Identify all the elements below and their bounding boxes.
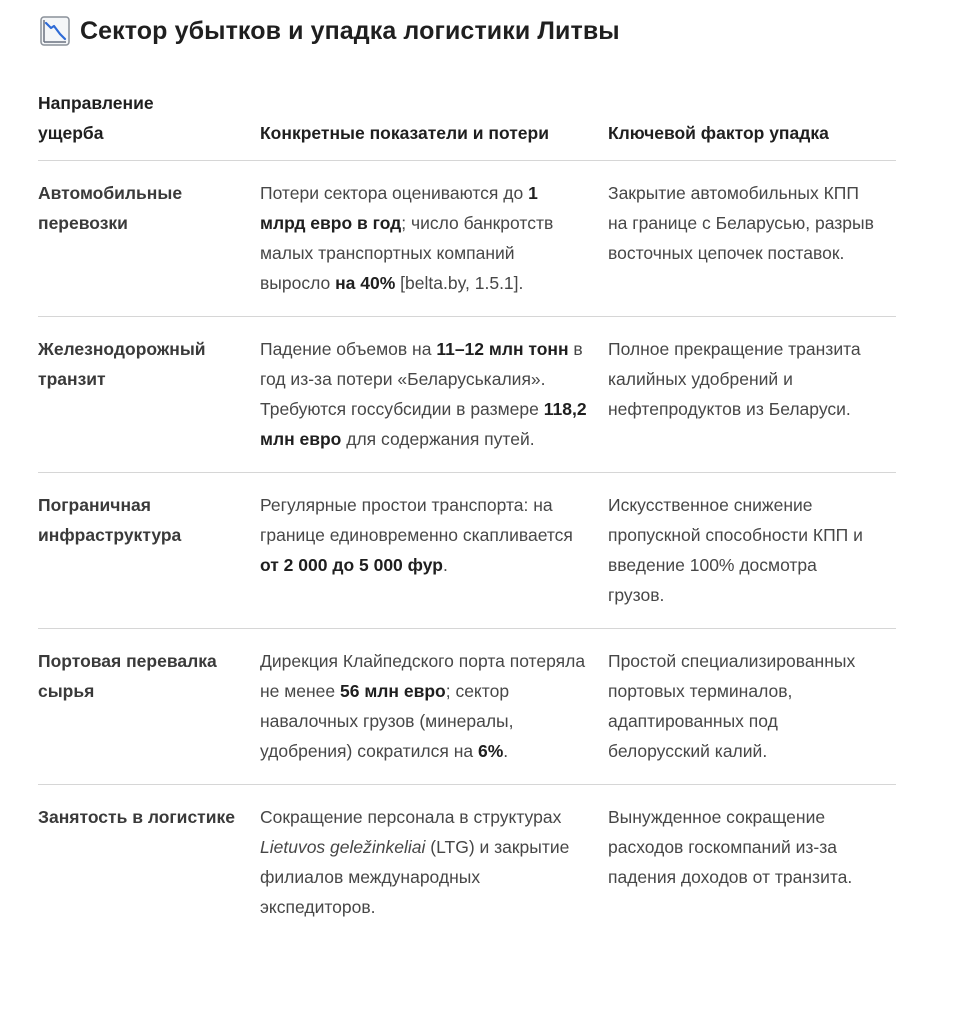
table-row xyxy=(38,317,896,473)
row-metrics xyxy=(260,317,608,473)
header-metrics: Конкретные показатели и потери xyxy=(260,88,608,161)
metrics-text: . xyxy=(503,741,509,761)
metrics-highlight: 1 млрд евро в год xyxy=(260,183,538,233)
chart-decreasing-icon xyxy=(40,16,70,46)
row-direction: Портовая перевалка сырья xyxy=(38,629,260,785)
row-metrics xyxy=(260,629,608,785)
metrics-text: ; сектор навалочных грузов (минералы, удобрения) сократился на xyxy=(260,681,514,761)
table-row xyxy=(38,629,896,785)
table-row xyxy=(38,161,896,317)
row-factor: Полное прекращение транзита калийных удобрений и нефтепродуктов из Беларуси. xyxy=(608,317,896,473)
metrics-highlight: 118,2 млн евро xyxy=(260,399,587,449)
row-direction: Пограничная инфраструктура xyxy=(38,473,260,629)
metrics-highlight: от 2 000 до 5 000 фур xyxy=(260,555,443,575)
metrics-text: в год из-за потери «Беларуськалия». Требуются госсубсидии в размере xyxy=(260,339,583,419)
metrics-highlight: на 40% xyxy=(335,273,396,293)
row-direction: Занятость в логистике xyxy=(38,807,235,827)
row-metrics xyxy=(260,473,608,629)
row-factor: Искусственное снижение пропускной способности КПП и введение 100% досмотра грузов. xyxy=(608,473,896,629)
metrics-text: Регулярные простои транспорта: на границе единовременно скапливается xyxy=(260,495,573,545)
header-factor: Ключевой фактор упадка xyxy=(608,88,896,161)
metrics-company-name: Lietuvos geležinkeliai xyxy=(260,837,426,857)
metrics-text: . xyxy=(442,555,448,575)
row-metrics xyxy=(260,161,608,317)
metrics-highlight: 11–12 млн тонн xyxy=(436,339,569,359)
metrics-text: для содержания путей. xyxy=(341,429,535,449)
row-factor: Закрытие автомобильных КПП на границе с Беларусью, разрыв восточных цепочек поставок. xyxy=(608,161,896,317)
header-direction-line1: Направление xyxy=(38,93,154,113)
row-direction: Железнодорожный транзит xyxy=(38,317,260,473)
metrics-text: [belta.by, 1.5.1]. xyxy=(395,273,524,293)
metrics-text: (LTG) и закрытие филиалов международных экспедиторов. xyxy=(260,837,570,917)
metrics-text: Сокращение персонала в структурах xyxy=(260,807,562,827)
metrics-text: ; число банкротств малых транспортных компаний выросло xyxy=(260,213,554,293)
row-direction: Автомобильные перевозки xyxy=(38,161,260,317)
table-row xyxy=(38,473,896,629)
header-direction-line2: ущерба xyxy=(38,123,104,143)
metrics-highlight: 56 млн евро xyxy=(340,681,446,701)
row-metrics xyxy=(260,785,608,941)
metrics-highlight: 6% xyxy=(477,741,504,761)
row-factor: Простой специализированных портовых терминалов, адаптированных под белорусский калий. xyxy=(608,629,896,785)
row-factor: Вынужденное сокращение расходов госкомпаний из-за падения доходов от транзита. xyxy=(608,807,853,887)
page-title-row xyxy=(40,16,620,46)
page-title: Сектор убытков и упадка логистики Литвы xyxy=(80,16,620,45)
table-header-row xyxy=(38,88,896,161)
metrics-text: Дирекция Клайпедского порта потеряла не менее xyxy=(260,651,586,701)
metrics-text: Падение объемов на xyxy=(260,339,437,359)
loss-table xyxy=(38,88,896,940)
header-direction xyxy=(38,88,260,161)
table-row xyxy=(38,785,896,941)
metrics-text: Потери сектора оцениваются до xyxy=(260,183,529,203)
